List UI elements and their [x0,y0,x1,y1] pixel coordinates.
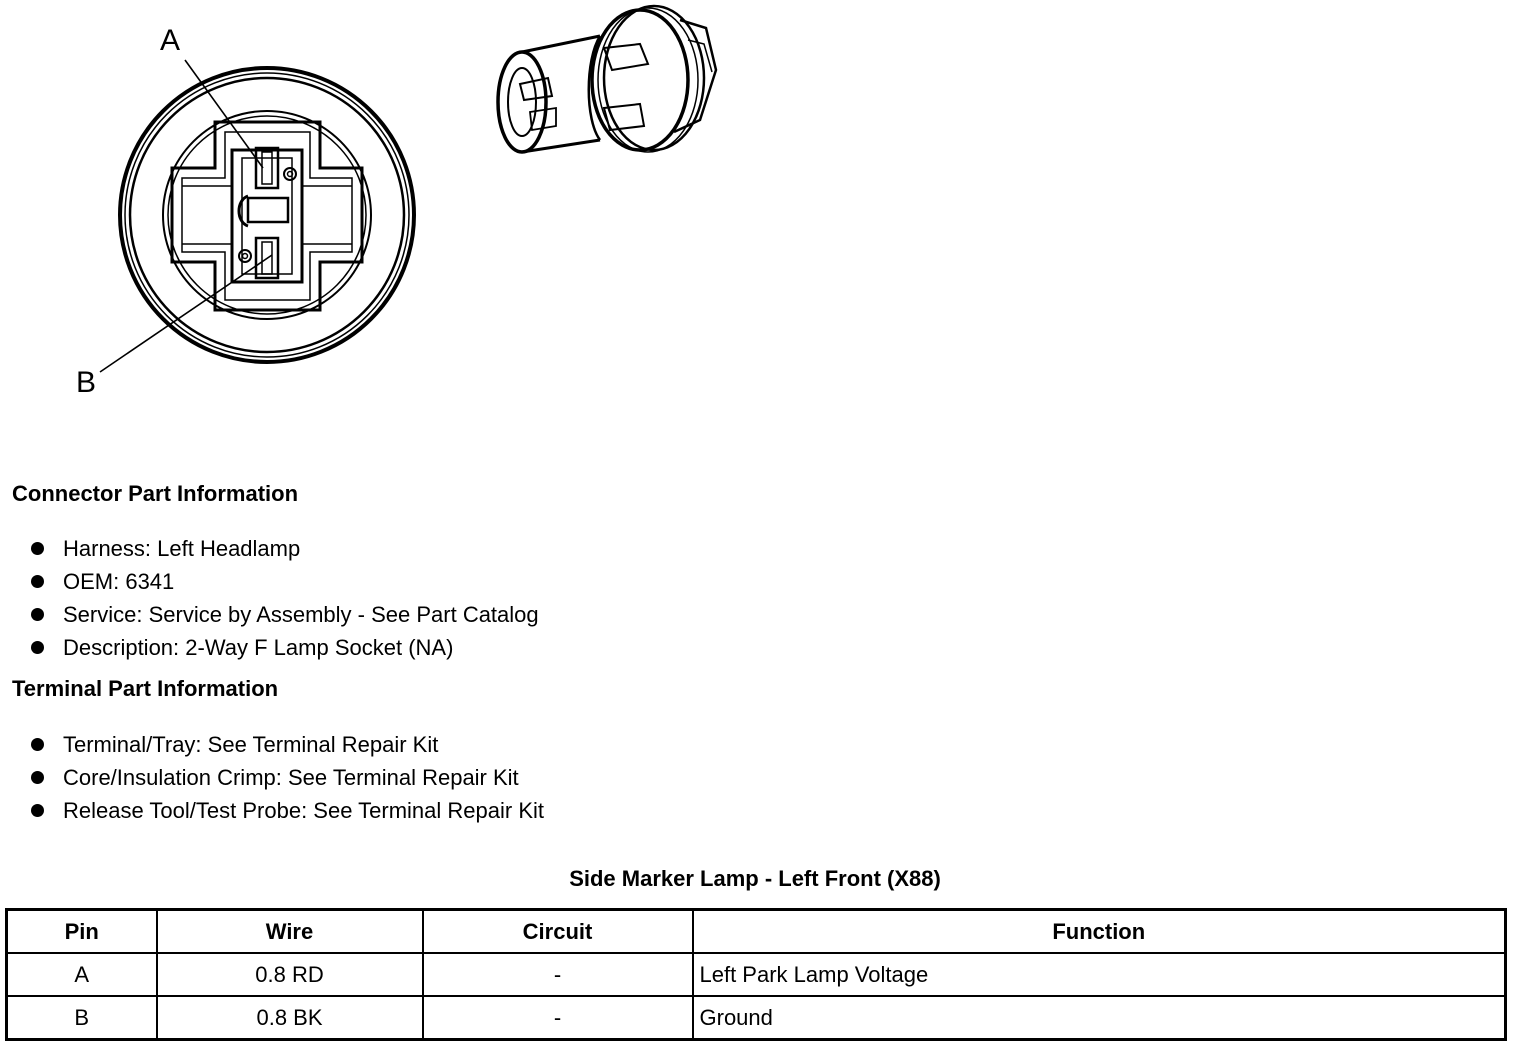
list-item [30,532,539,565]
socket-side-view [498,6,716,152]
list-item-text: Release Tool/Test Probe: See Terminal Repair Kit [63,798,544,823]
connector-face-view [120,68,414,362]
cell-circuit: - [423,996,693,1040]
list-item [30,794,544,827]
cell-function: Left Park Lamp Voltage [693,953,1506,996]
list-item-text: Harness: Left Headlamp [63,536,301,561]
column-header-circuit: Circuit [423,910,693,954]
connector-part-info-title: Connector Part Information [12,481,299,506]
terminal-part-info-list [30,728,544,827]
connector-part-info-list [30,532,539,664]
list-item [30,565,539,598]
list-item [30,761,544,794]
table-header-row [7,910,1506,954]
column-header-pin: Pin [7,910,157,954]
table-row [7,953,1506,996]
table-row [7,996,1506,1040]
cell-pin: B [7,996,157,1040]
cell-circuit: - [423,953,693,996]
bullet-icon [31,575,44,588]
list-item-text: Description: 2-Way F Lamp Socket (NA) [63,635,454,660]
bullet-icon [31,641,44,654]
list-item [30,598,539,631]
pin-table-title: Side Marker Lamp - Left Front (X88) [569,866,941,891]
bullet-icon [31,738,44,751]
list-item-text: OEM: 6341 [63,569,175,594]
callout-label-b: B [76,366,97,399]
cell-wire: 0.8 RD [157,953,423,996]
list-item [30,631,539,664]
list-item-text: Core/Insulation Crimp: See Terminal Repair Kit [63,765,519,790]
terminal-part-info-title: Terminal Part Information [12,676,279,701]
column-header-wire: Wire [157,910,423,954]
cell-wire: 0.8 BK [157,996,423,1040]
callout-label-a: A [160,24,181,57]
bullet-icon [31,771,44,784]
cell-pin: A [7,953,157,996]
pin-table [5,908,1507,1041]
list-item-text: Service: Service by Assembly - See Part Catalog [63,602,539,627]
list-item-text: Terminal/Tray: See Terminal Repair Kit [63,732,439,757]
bullet-icon [31,804,44,817]
column-header-function: Function [693,910,1506,954]
connector-diagram [0,0,760,410]
bullet-icon [31,608,44,621]
cell-function: Ground [693,996,1506,1040]
bullet-icon [31,542,44,555]
list-item [30,728,544,761]
